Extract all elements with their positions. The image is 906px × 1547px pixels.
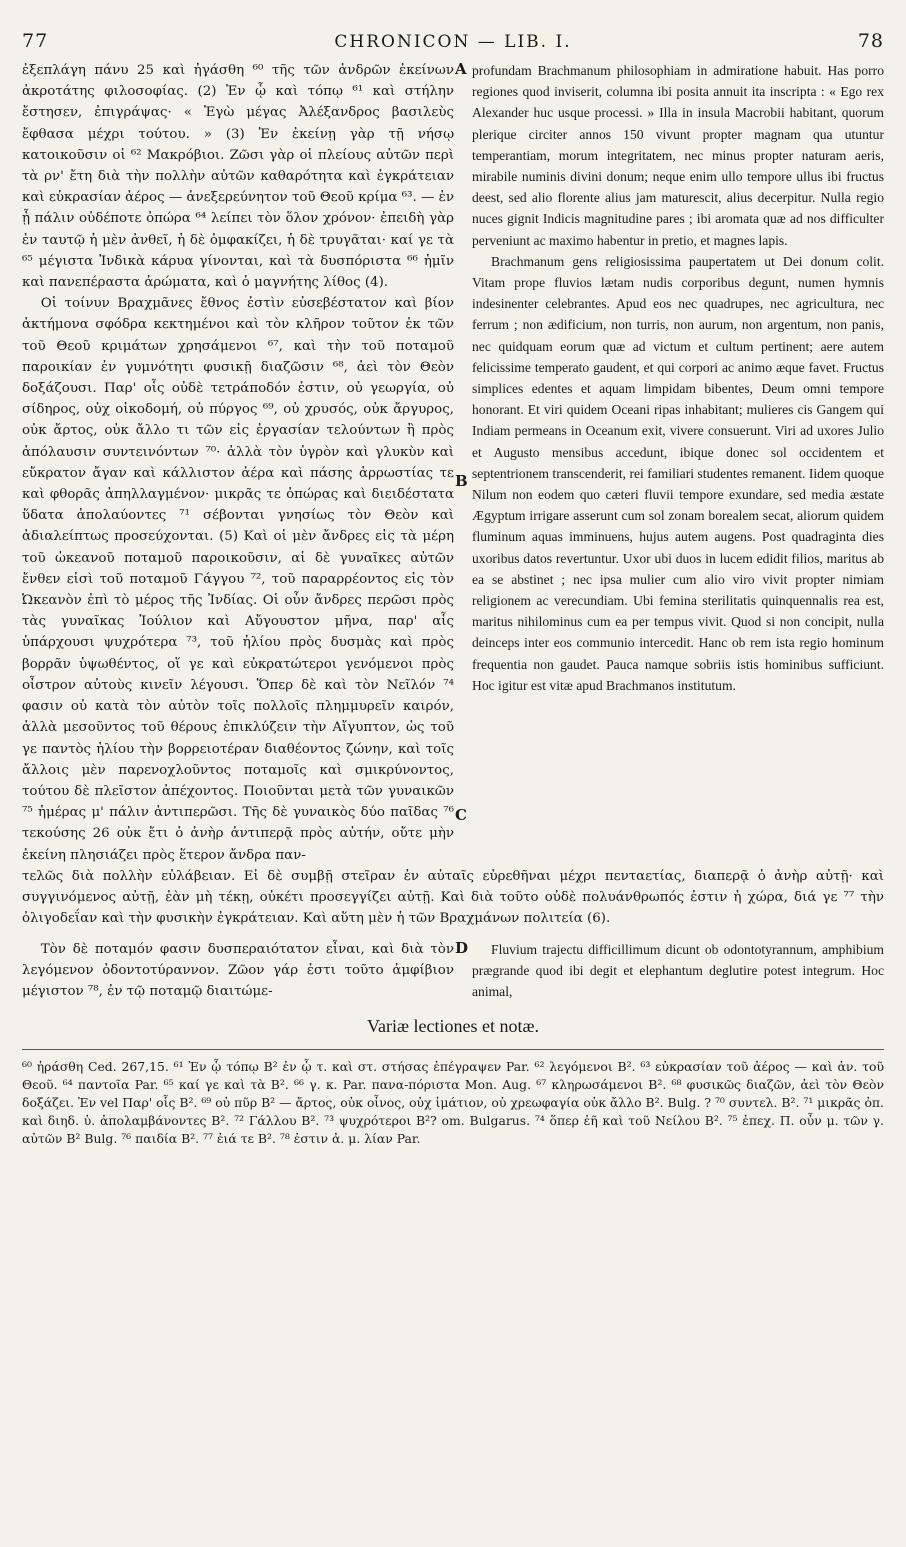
notes-heading: Variæ lectiones et notæ. bbox=[367, 1016, 539, 1037]
parallel-columns bbox=[22, 60, 884, 866]
latin-paragraph-2: Brachmanum gens religiosissima paupertatem ut Dei donum colit. Vitam prope fluvios lætam nudis corporibus degunt, numen hymnis indesinenter celebrantes. Apud eos nec quadrupes, nec agricultura, nec ferrum ; non ædificium, non turris, non aurum, non argentum, non panis, nec quidquam eorum quæ ad victum et cultum pertinent; aere autem felicissime temperato gaudent, et qui corpori ac animo æque favet. Fructus simplices edentes et aquam limpidam bibentes, Deum omni tempore honorant. Et viri quidem Oceani ripas inhabitant; mulieres cis Gangem qui Indiam permeans in Oceanum exit, vivere consuerunt. Viri ad uxores Julio et Augusto mensibus accedunt, ibique donec sol occidentem et septentrionem transcenderit, rei familiari studentes remanent. Iidem quoque Nilum non eodem quo cæteri fluvii tempore exundare, sed media æstate Ægyptum irrigare asserunt cum sol zonam borealem secat, aliorum quidem fluminum aquas imminuens, hujus autem augens. Post quadraginta dies uxoribus datos revertuntur. Uxor ubi duos in lucem edidit filios, maritus ab ea se abstinet ; nec ipsa mulier cum alio viro vivit propter nimiam religionem ac verecundiam. Ubi femina sterilitatis quinquennalis rea est, maritus nihilominus cum ea per tempus vivit. Quod si non concipit, nulla deinceps inter eos communio intercedit. Hanc ob rem ista regio hominum frequentia non gaudet. Pauca namque sobriis istis hominibus sufficiunt. Hoc igitur est vitæ apud Brachmanos institutum. bbox=[472, 253, 884, 693]
marker-a: A bbox=[455, 60, 467, 78]
section-markers bbox=[455, 60, 471, 866]
page bbox=[22, 30, 884, 1148]
left-page-number: 77 bbox=[22, 30, 49, 52]
notes-text: ⁶⁰ ἠράσθη Ced. 267,15. ⁶¹ Ἐν ᾧ τόπῳ B² ἐν ᾧ τ. καὶ στ. στήσας ἐπέγραψεν Par. ⁶² λεγόμενοι B². ⁶³ εὐκρασίαν τοῦ ἀέρος — καὶ ἀν. τοῦ Θεοῦ. ⁶⁴ παντοῖα Par. ⁶⁵ καί γε καὶ τὰ B². ⁶⁶ γ. κ. Par. πανα-πόριστα Mon. Aug. ⁶⁷ κληρωσάμενοι B². ⁶⁸ φυσικῶς διαζῶν, ἀεὶ τὸν Θεὸν δοξάζει. Ἐν vel Παρ' οἷς B². ⁶⁹ οὐ πῦρ B² — ἄρτος, οὐκ οἶνος, οὐχ ἱμάτιον, οὐ χρεωφαγία οὐκ ἄλλο B². Bulg. ? ⁷⁰ συντελ. B². ⁷¹ μικρᾶς ὀπ. καὶ διηδ. ὑ. ἀπολαμβάνοντες B². ⁷² Γάλλου B². ⁷³ ψυχρότεροι B²? om. Bulgarus. ⁷⁴ ὅπερ ἐῆ καὶ τοῦ Νείλου B². ⁷⁵ ἐπεχ. Π. οὖν μ. τῶν γ. αὐτῶν B² Bulg. ⁷⁶ παιδία B². ⁷⁷ ἐιά τε B². ⁷⁸ ἐστιν ἀ. μ. λίαν Par. bbox=[22, 1059, 884, 1147]
marker-d: D bbox=[455, 938, 469, 957]
greek-fullwidth-paragraph: τελῶς διὰ πολλὴν εὐλάβειαν. Εἰ δὲ συμβῇ στεῖραν ἐν αὐταῖς εὑρεθῆναι μέχρι πενταετίας, διαπερᾷ ὁ ἀνὴρ αὐτῇ· καὶ συγγινόμενος αὐτῇ, ἐὰν μὴ τέκῃ, οὐκέτι προσεγγίζει αὐτῇ. Καὶ διὰ τοῦτο οὐδὲ πολυάνθρωπός ἐστιν ἡ χώρα, διά γε ⁷⁷ τὴν ὀλιγοδεΐαν καὶ τὴν φυσικὴν ἐγκράτειαν. Καὶ αὕτη μὲν ἡ τῶν Βραχμάνων πολιτεία (6). bbox=[22, 868, 884, 926]
greek-paragraph-2: Οἱ τοίνυν Βραχμᾶνες ἔθνος ἐστὶν εὐσεβέστατον καὶ βίον ἀκτήμονα σφόδρα κεκτημένοι καὶ τὸν κλῆρον τοῦτον ἐκ τῶν τοῦ Θεοῦ κριμάτων χρησάμενοι ⁶⁷, καὶ τὴν τοῦ ποταμοῦ παροικίαν ἐν γυμνότητι φυσικῇ διαζῶσιν ⁶⁸, ἀεὶ τὸν Θεὸν δοξάζουσι. Παρ' οἷς οὐδὲ τετράποδόν ἐστιν, οὐ γεωργία, οὐ σίδηρος, οὐχ οἰκοδομή, οὐ πύργος ⁶⁹, οὐ χρυσός, οὐκ ἄργυρος, οὐκ ἄρτος, οὐκ ἄλλο τι τῶν εἰς ἐργασίαν τελούντων ἢ πρὸς ἀπόλαυσιν συντεινόντων ⁷⁰· ἀλλὰ τὸν ὑγρὸν καὶ γλυκὺν καὶ εὔκρατον ἄγαν καὶ κάλλιστον ἀέρα καὶ πάσης ἀρρωστίας τε καὶ φθορᾶς ἀπηλλαγμένον· μικρᾶς τε ὀπώρας καὶ διειδέστατα ὕδατα ἀπολαύοντες ⁷¹ σέβονται γνησίως τὸν Θεὸν καὶ ἀδιαλείπτως προσεύχονται. (5) Καὶ οἱ μὲν ἄνδρες εἰς τὰ μέρη τοῦ ὠκεανοῦ ποταμοῦ παροικοῦσιν, αἱ δὲ γυναῖκες αὐτῶν ἔνθεν εἰσὶ τοῦ ποταμοῦ Γάγγου ⁷², τοῦ παραρρέοντος εἰς τὸν Ὠκεανὸν ἐπὶ τὸ μέρος τῆς Ἰνδίας. Οἱ οὖν ἄνδρες περῶσι πρὸς τὰς γυναῖκας Ἰούλιον καὶ Αὔγουστον μῆνα, παρ' αἷς ὑπάρχουσι ψυχρότερα ⁷³, τοῦ ἡλίου πρὸς δυσμὰς καὶ πρὸς βορρᾶν ὑψωθέντος, οἵ γε καὶ εὐκρατώτεροι γενόμενοι πρὸς οἶστρον αὐτοὺς κινεῖν λέγουσι. Ὅπερ δὲ καὶ τὸν Νεῖλόν ⁷⁴ φασιν οὐ κατὰ τὸν αὐτὸν τοῖς πολλοῖς πλημμυρεῖν καιρόν, ἀλλὰ μεσοῦντος τοῦ θέρους ἐπικλύζειν τὴν Αἴγυπτον, ὡς τοῦ γε παντὸς ἡλίου τὴν βορρειοτέραν διαθέοντος ζώνην, καὶ τοῖς ἄλλοις μὲν παρενοχλοῦντος ποταμοῖς καὶ σμικρύνοντος, τούτου δὲ πλεῖστον ἀπέχοντος. Ποιοῦνται μετὰ τῶν γυναικῶν ⁷⁵ ἡμέρας μ' πάλιν ἀντιπερῶσι. Τῆς δὲ γυναικὸς δύο παῖδας ⁷⁶ τεκούσης 26 οὐκ ἔτι ὁ ἀνὴρ ἀντιπερᾷ πρὸς αὐτήν, οὔτε μὴν ἐκείνη πλησιάζει πρὸς ἕτερον ἄνδρα παν- bbox=[22, 296, 454, 863]
greek-column-2 bbox=[22, 939, 454, 1003]
marker-c: C bbox=[455, 806, 467, 824]
greek-paragraph-3: Τὸν δὲ ποταμόν φασιν δυσπεραιότατον εἶναι, καὶ διὰ τὸν λεγόμενον ὀδοντοτύραννον. Ζῶον γάρ ἐστι τοῦτο ἀμφίβιον μέγιστον ⁷⁸, ἐν τῷ ποταμῷ διαιτώμε- bbox=[22, 941, 454, 1000]
notes-rule bbox=[22, 1049, 884, 1050]
parallel-columns-2 bbox=[22, 939, 884, 1003]
notes-block bbox=[22, 1058, 884, 1148]
running-header bbox=[22, 30, 884, 60]
greek-fullwidth-text bbox=[22, 866, 884, 929]
greek-paragraph-1: ἐξεπλάγη πάνυ 25 καὶ ἠγάσθη ⁶⁰ τῆς τῶν ἀνδρῶν ἐκείνων ἀκροτάτης φιλοσοφίας. (2) Ἐν ᾧ καὶ τόπῳ ⁶¹ καὶ στήλην ἔστησεν, ἐπιγράψας· « Ἐγὼ μέγας Ἀλέξανδρος βασιλεὺς ἔφθασα μέχρι τούτου. » (3) Ἐν ἐκείνῃ γὰρ τῇ νήσῳ κατοικοῦσιν οἱ ⁶² Μακρόβιοι. Ζῶσι γὰρ οἱ πλείους αὐτῶν περὶ τὰ ρν' ἔτη διὰ τὴν πολλὴν αὐτῶν καθαρότητα καὶ ἐγκράτειαν καὶ εὐκρασίαν ἀέρος — ἀνεξερεύνητον τοῦ Θεοῦ κρίμα ⁶³. — ἐν ᾗ πάλιν οὐδέποτε ὀπώρα ⁶⁴ λείπει τὸν ὅλον χρόνον· ἐπειδὴ γὰρ ἐν ταυτῷ ἡ μὲν ἀνθεῖ, ἡ δὲ ὀμφακίζει, ἡ δὲ τρυγᾶται· καί γε τὰ ⁶⁵ μέγιστα Ἰνδικὰ κάρυα γίνονται, καὶ τὰ δυσπόριστα ⁶⁶ ἡμῖν καὶ πανεπέραστα ἀρώματα, καὶ ὁ μαγνήτης λίθος (4). bbox=[22, 63, 454, 291]
latin-paragraph-1: profundam Brachmanum philosophiam in admiratione habuit. Has porro regiones quod inviserit, columna ibi posita annuit ita inscripta : « Ego rex Alexander huc usque processi. » Illa in insula Macrobii habitant, quorum plerique circiter annos 150 vivunt propter magnam qua utuntur temperantiam, morum integritatem, nec minus propter naturam aeris, mirabile numinis divini donum; neque enim ullo tempore ullus ibi fructus deest, sed alio florente alius jam maturescit, alius decerpitur. Nulla regio nuces gignit Indicis magnitudine pares ; ibi aromata quæ ad nos difficulter perveniunt ac maximo habentur in pretio, et magnes lapis. bbox=[472, 63, 884, 248]
latin-column-2 bbox=[472, 939, 884, 1003]
section-markers-2 bbox=[455, 939, 471, 1003]
latin-paragraph-3: Fluvium trajectu difficillimum dicunt ob odontotyrannum, amphibium prægrande quod ibi degit et elephantum deglutire potest integrum. Hoc animal, bbox=[472, 941, 884, 1000]
marker-b: B bbox=[455, 472, 468, 490]
right-page-number: 78 bbox=[857, 30, 884, 52]
running-title: CHRONICON — LIB. I. bbox=[334, 32, 572, 52]
greek-column bbox=[22, 60, 454, 866]
latin-column bbox=[472, 60, 884, 866]
